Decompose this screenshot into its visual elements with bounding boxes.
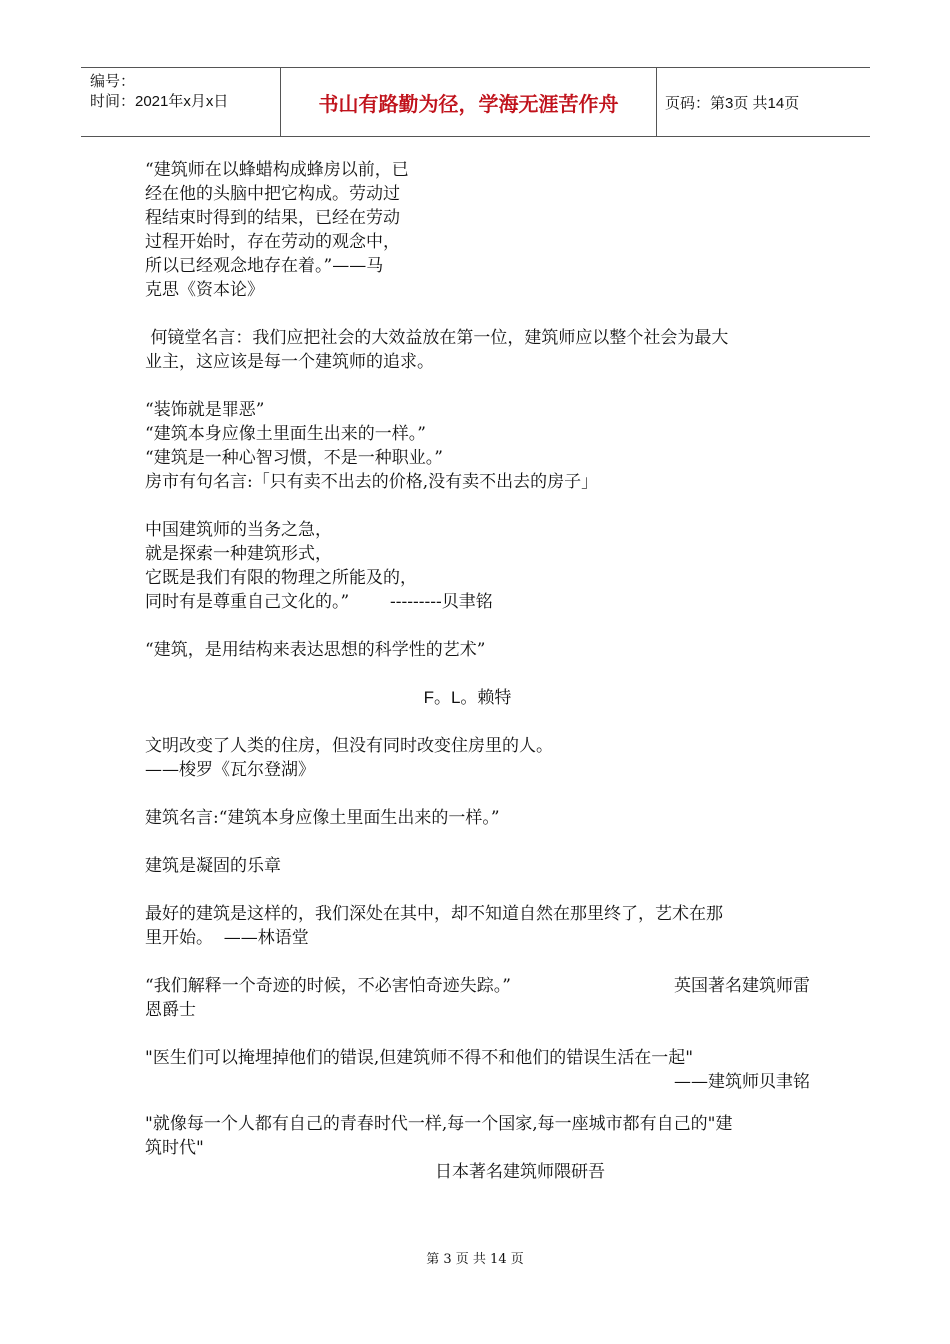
quote-author: 恩爵士 (145, 1000, 196, 1020)
quote-line: 就是探索一种建筑形式， (145, 544, 332, 564)
quote-text: 同时有是尊重自己文化的。” (145, 592, 350, 612)
number-label: 编号： (90, 73, 136, 90)
quote-line: “建筑师在以蜂蜡构成蜂房以前，已 (145, 160, 409, 180)
quote-line: 克思《资本论》 (145, 280, 264, 300)
header-page-info: 页码：第3页 共14页 (665, 94, 800, 112)
header-meta (81, 68, 281, 136)
quote-line: 最好的建筑是这样的，我们深处在其中，却不知道自然在那里终了，艺术在那 (145, 904, 723, 924)
quote-line (145, 590, 810, 614)
page-header (81, 67, 870, 137)
quote-author: 日本著名建筑师隈研吾 (435, 1162, 605, 1182)
quote-line: ——梭罗《瓦尔登湖》 (145, 760, 315, 780)
quote-line: "就像每一个人都有自己的青春时代一样,每一个国家,每一座城市都有自己的"建 (145, 1114, 733, 1134)
quote-line: “建筑本身应像土里面生出来的一样。” (145, 424, 426, 444)
document-body (145, 158, 810, 1184)
quote-line: 何镜堂名言：我们应把社会的大效益放在第一位，建筑师应以整个社会为最大 (145, 328, 729, 348)
quote-line: 里开始。 ——林语堂 (145, 928, 309, 948)
quote-line: 建筑是凝固的乐章 (145, 856, 281, 876)
page-footer: 第 3 页 共 14 页 (426, 1252, 524, 1267)
quote-line (145, 974, 810, 998)
quote-line: 房市有句名言:「只有卖不出去的价格,没有卖不出去的房子」 (145, 472, 599, 492)
quote-line: 它既是我们有限的物理之所能及的， (145, 568, 417, 588)
date-line: 时间：2021年x月x日 (90, 93, 229, 110)
quote-line: 经在他的头脑中把它构成。劳动过 (145, 184, 400, 204)
quote-line: 筑时代" (145, 1138, 204, 1158)
quote-text: “我们解释一个奇迹的时候，不必害怕奇迹失踪。” (145, 976, 511, 996)
quote-author: F。L。赖特 (423, 688, 512, 707)
quote-line: "医生们可以掩埋掉他们的错误,但建筑师不得不和他们的错误生活在一起" (145, 1048, 694, 1068)
quote-author: ——建筑师贝聿铭 (674, 1072, 810, 1092)
quote-line: 建筑名言:“建筑本身应像土里面生出来的一样。” (145, 808, 500, 828)
quote-author: 英国著名建筑师雷 (674, 976, 810, 996)
quote-line: 中国建筑师的当务之急， (145, 520, 332, 540)
quote-line: 程结束时得到的结果，已经在劳动 (145, 208, 400, 228)
quote-line: “装饰就是罪恶” (145, 400, 265, 420)
quote-author: ---------贝聿铭 (390, 592, 493, 612)
quote-line: 所以已经观念地存在着。”——马 (145, 256, 384, 276)
quote-line: “建筑，是用结构来表达思想的科学性的艺术” (145, 640, 486, 660)
quote-line: 业主，这应该是每一个建筑师的追求。 (145, 352, 434, 372)
quote-line: 文明改变了人类的住房，但没有同时改变住房里的人。 (145, 736, 553, 756)
quote-line: 过程开始时，存在劳动的观念中， (145, 232, 400, 252)
quote-line: “建筑是一种心智习惯，不是一种职业。” (145, 448, 443, 468)
header-motto: 书山有路勤为径，学海无涯苦作舟 (281, 68, 657, 136)
